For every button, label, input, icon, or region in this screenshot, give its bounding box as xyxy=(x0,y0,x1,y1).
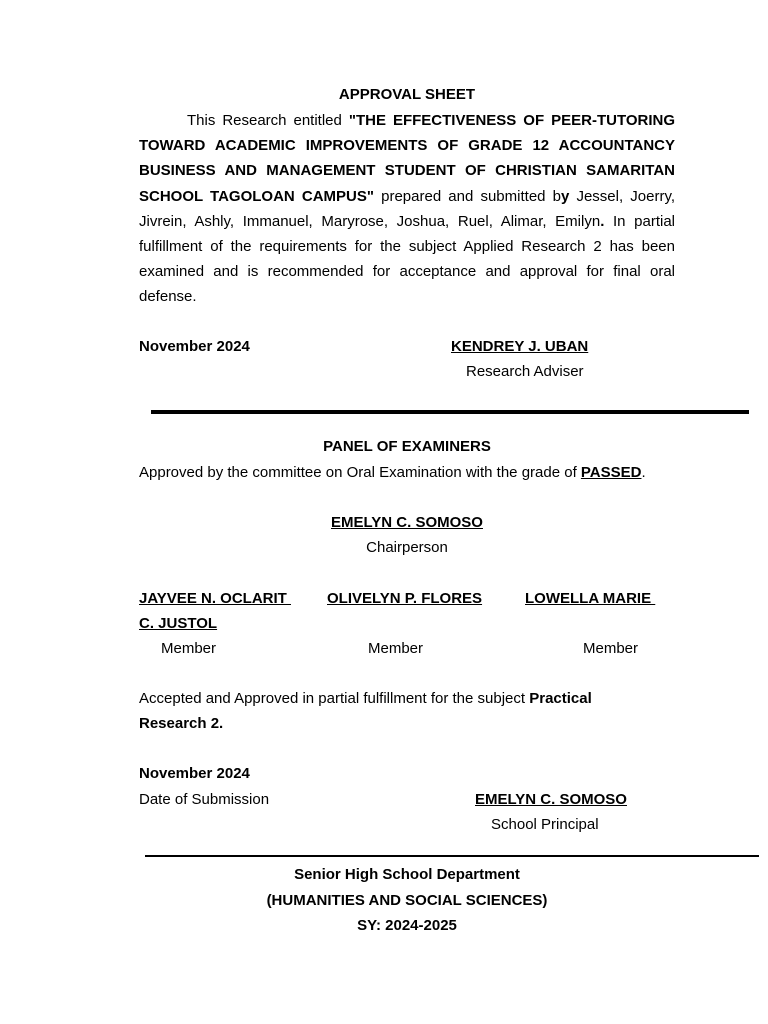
member1-role: Member xyxy=(161,640,217,657)
page-title: APPROVAL SHEET xyxy=(338,86,476,103)
research-title: "THE EFFECTIVENESS OF PEER-TUTORING TOWARD ACADEMIC IMPROVEMENTS OF GRADE 12 ACCOUNTANCY BUSINESS AND MANAGEMENT STUDENT OF CHRISTIAN SAMARITAN SCHOOL TAGOLOAN CAMPUS" xyxy=(139,112,676,205)
acceptance-lead: Accepted and Approved in partial fulfillment for the subject xyxy=(139,690,530,707)
adviser-date: November 2024 xyxy=(139,338,250,355)
submitted-text-bold-letter: y xyxy=(560,187,570,205)
footer-strand: (HUMANITIES AND SOCIAL SCIENCES) xyxy=(266,892,548,909)
chairperson-name: EMELYN C. SOMOSO xyxy=(331,514,483,531)
footer-divider xyxy=(145,855,759,857)
author-list-period: . xyxy=(600,212,605,230)
submitted-text: prepared and submitted b xyxy=(374,187,561,205)
member3-role: Member xyxy=(583,640,639,657)
intro-lead: This Research entitled xyxy=(187,112,349,129)
member1-name: JAYVEE N. OCLARIT xyxy=(139,590,291,607)
member2-role: Member xyxy=(368,640,424,657)
principal-name: EMELYN C. SOMOSO xyxy=(475,791,627,808)
adviser-role: Research Adviser xyxy=(466,363,584,380)
footer-department: Senior High School Department xyxy=(294,866,520,883)
panel-approval-text xyxy=(139,464,646,482)
author-list: Jessel, Joerry, Jivrein, Ashly, Immanuel, Maryrose, Joshua, Ruel, Alimar, Emilyn xyxy=(139,187,676,230)
submission-date: November 2024 xyxy=(139,765,250,782)
panel-approval-lead: Approved by the committee on Oral Examination with the grade of xyxy=(139,464,581,481)
acceptance-subject-part1: Practical xyxy=(529,690,592,707)
fulfillment-text: In partial fulfillment of the requirements for the subject Applied Research 2 has been examined and is recommended for acceptance and approval for final oral defense. xyxy=(139,212,676,306)
principal-role: School Principal xyxy=(491,816,599,833)
panel-approval-end: . xyxy=(641,464,646,481)
member3-name-line2: C. JUSTOL xyxy=(139,615,218,632)
acceptance-text xyxy=(139,690,592,708)
section-divider-thick xyxy=(151,410,749,414)
acceptance-subject-part2: Research 2. xyxy=(139,715,224,732)
panel-heading: PANEL OF EXAMINERS xyxy=(323,438,491,455)
grade-value: PASSED xyxy=(580,464,642,481)
member3-name-line1: LOWELLA MARIE xyxy=(525,590,656,607)
adviser-name: KENDREY J. UBAN xyxy=(451,338,589,355)
chairperson-role: Chairperson xyxy=(366,539,448,556)
footer-school-year: SY: 2024-2025 xyxy=(357,917,457,934)
member2-name: OLIVELYN P. FLORES xyxy=(327,590,483,607)
submission-date-label: Date of Submission xyxy=(139,791,270,808)
approval-paragraph xyxy=(139,108,675,310)
